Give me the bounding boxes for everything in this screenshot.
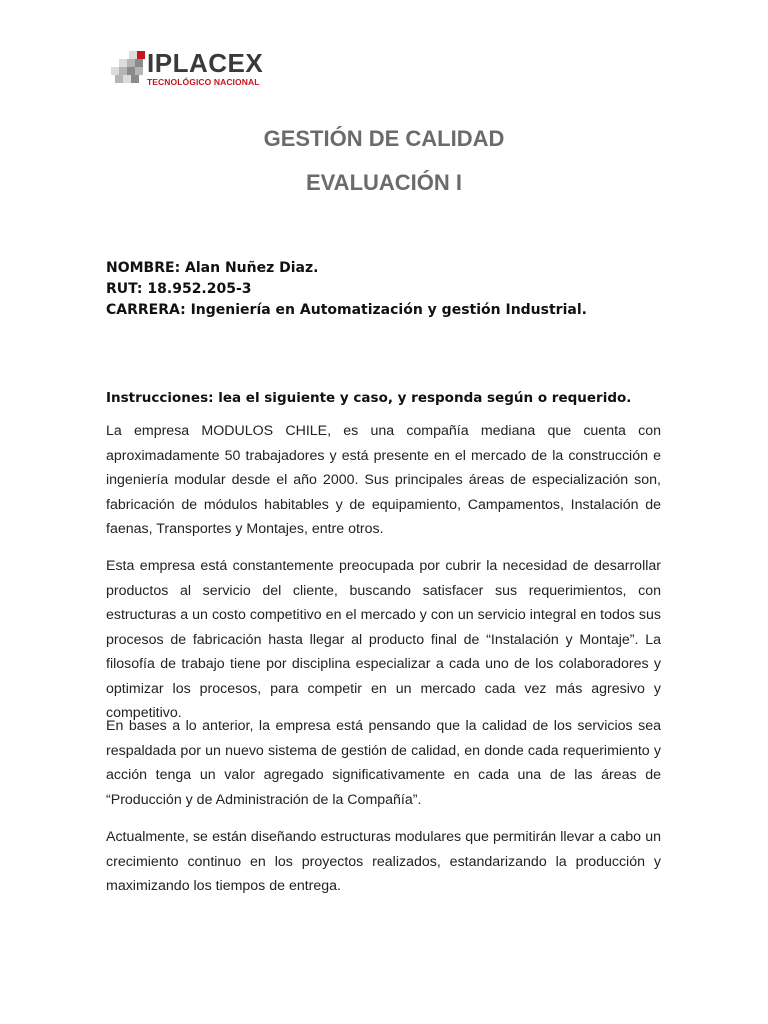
student-info [106, 258, 666, 321]
iplacex-logo [111, 49, 271, 89]
student-name: NOMBRE: Alan Nuñez Diaz. [106, 260, 319, 276]
document-subtitle: EVALUACIÓN I [305, 170, 463, 195]
document-title: GESTIÓN DE CALIDAD [263, 126, 505, 151]
body-paragraph-1: La empresa MODULOS CHILE, es una compañía mediana que cuenta con aproximadamente 50 trabajadores y está presente en el mercado de la construcción e ingeniería modular desde el año 2000. Sus principales áreas de especialización son, fabricación de módulos habitables y de equipamiento, Campamentos, Instalación de faenas, Transportes y Montajes, entre otros. [106, 423, 661, 537]
body-paragraph-4: Actualmente, se están diseñando estructuras modulares que permitirán llevar a cabo un crecimiento continuo en los proyectos realizados, estandarizando la producción y maximizando los tiempos de entrega. [106, 829, 661, 894]
student-rut: RUT: 18.952.205-3 [106, 281, 252, 297]
logo-subtitle: TECNOLÓGICO NACIONAL [147, 77, 260, 87]
body-paragraph-2: Esta empresa está constantemente preocupada por cubrir la necesidad de desarrollar productos al servicio del cliente, buscando satisfacer sus requerimientos, con estructuras a un costo competitivo en el mercado y con un servicio integral en todos sus procesos de fabricación hasta llegar al producto final de “Instalación y Montaje”. La filosofía de trabajo tiene por disciplina especializar a cada uno de los colaboradores y optimizar los procesos, para competir en un mercado cada vez más agresivo y competitivo. [106, 558, 661, 721]
student-career: CARRERA: Ingeniería en Automatización y gestión Industrial. [106, 302, 587, 318]
logo-mosaic-icon [111, 51, 145, 85]
logo-name: IPLACEX [147, 48, 264, 78]
instructions-heading: Instrucciones: lea el siguiente y caso, y responda según o requerido. [106, 390, 632, 406]
body-paragraph-3: En bases a lo anterior, la empresa está pensando que la calidad de los servicios sea respaldada por un nuevo sistema de gestión de calidad, en donde cada requerimiento y acción tenga un valor agregado significativamente en cada una de las áreas de “Producción y de Administración de la Compañía”. [106, 718, 661, 808]
